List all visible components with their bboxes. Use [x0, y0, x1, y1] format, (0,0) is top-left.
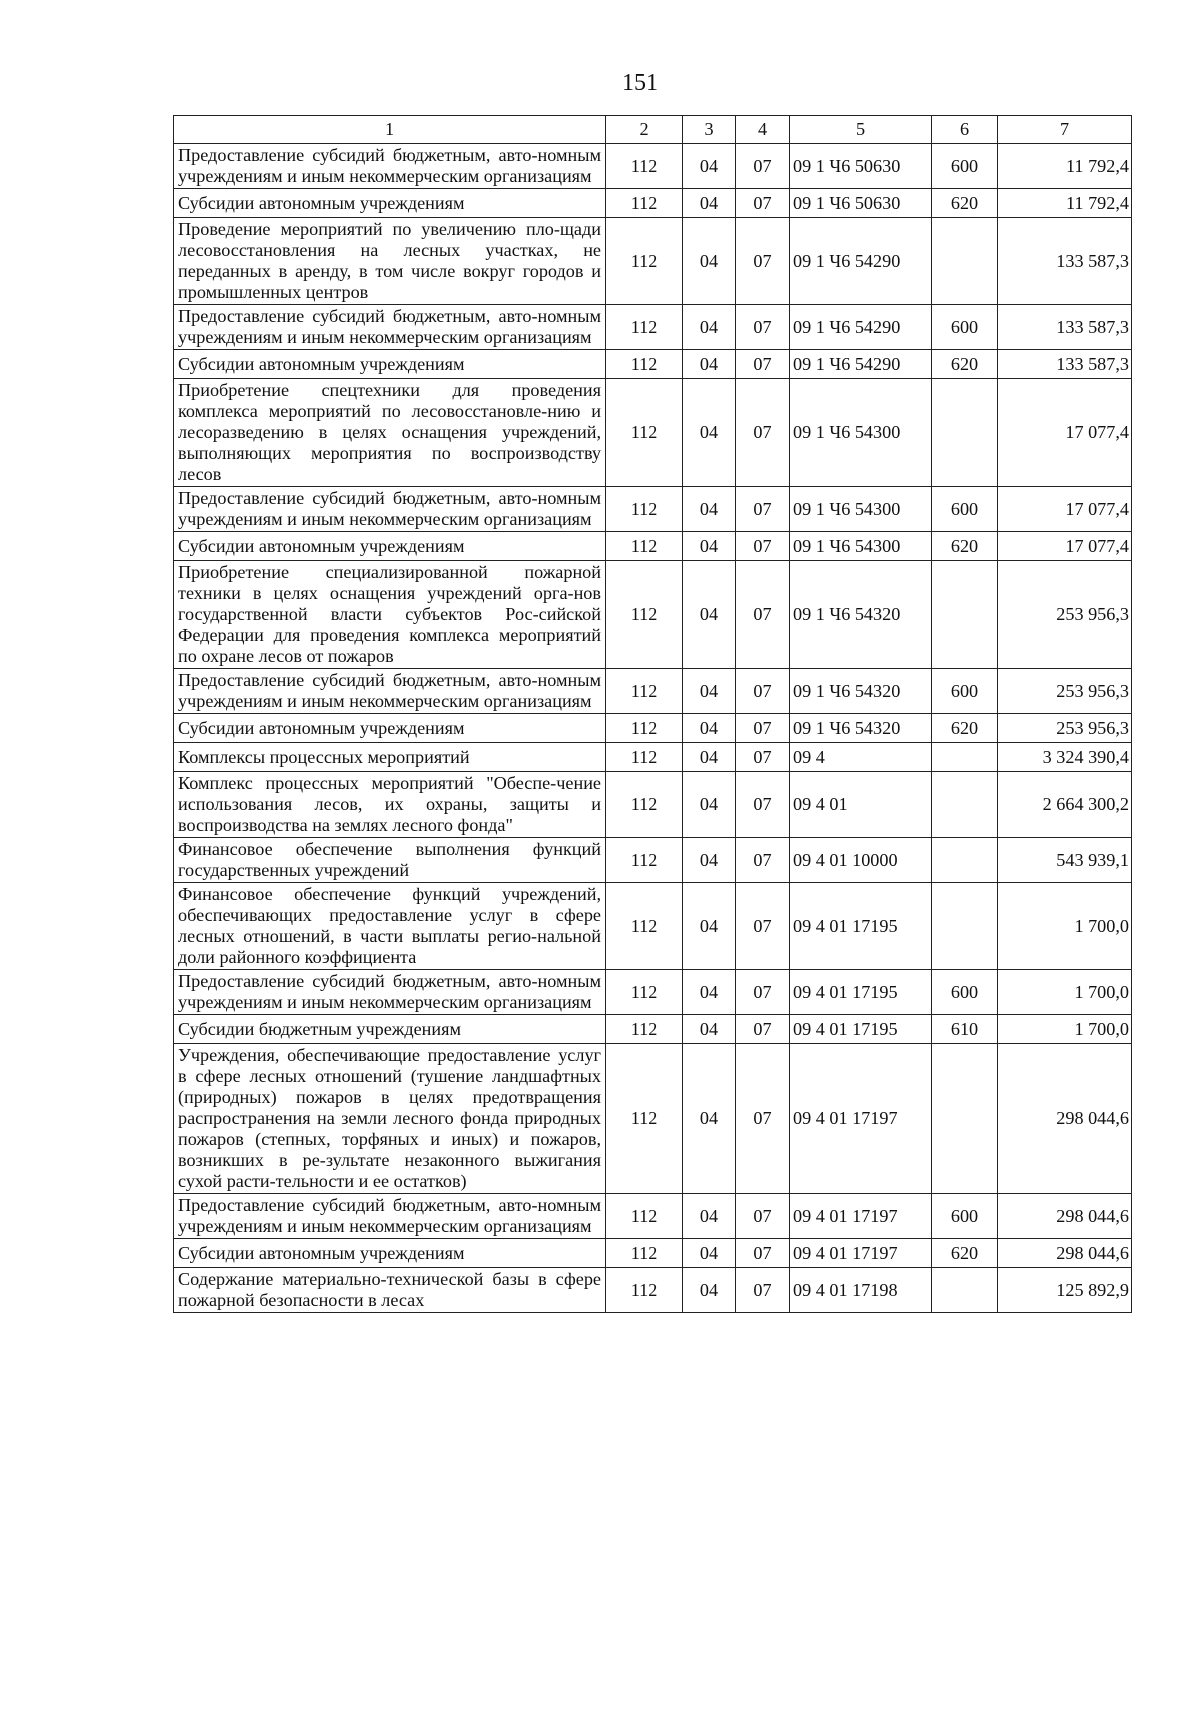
row-amount-cell: 11 792,4: [998, 189, 1132, 218]
row-vr-cell: 620: [932, 350, 998, 379]
row-vr-cell: 600: [932, 487, 998, 532]
row-vr-cell: 600: [932, 144, 998, 189]
table-row: [174, 743, 1132, 772]
row-rz-cell: 04: [683, 144, 736, 189]
row-rz-cell: 04: [683, 305, 736, 350]
row-amount-cell: 298 044,6: [998, 1239, 1132, 1268]
table-row: [174, 1015, 1132, 1044]
row-vr-cell: 620: [932, 189, 998, 218]
row-name-cell: Субсидии автономным учреждениям: [174, 350, 606, 379]
header-cell-1: 1: [174, 116, 606, 144]
row-pr-cell: 07: [736, 189, 790, 218]
row-pr-cell: 07: [736, 1239, 790, 1268]
table-row: [174, 714, 1132, 743]
table-row: [174, 970, 1132, 1015]
row-vr-cell: [932, 379, 998, 487]
row-rz-cell: 04: [683, 970, 736, 1015]
row-gr-cell: 112: [606, 487, 683, 532]
row-vr-cell: [932, 883, 998, 970]
row-gr-cell: 112: [606, 305, 683, 350]
row-pr-cell: 07: [736, 350, 790, 379]
row-name-cell: Финансовое обеспечение функций учреждений, обеспечивающих предоставление услуг в сфере лесных отношений, в части выплаты регио-нальной доли районного коэффициента: [174, 883, 606, 970]
table-row: [174, 532, 1132, 561]
row-csr-cell: 09 1 Ч6 54290: [790, 218, 932, 305]
row-name-cell: Учреждения, обеспечивающие предоставление услуг в сфере лесных отношений (тушение ландшафтных (природных) пожаров в целях предотвращения распространения на земли лесного фонда природных пожаров (степных, торфяных и иных) и пожаров, возникших в ре-зультате незаконного выжигания сухой расти-тельности и ее остатков): [174, 1044, 606, 1194]
table-row: [174, 487, 1132, 532]
row-amount-cell: 253 956,3: [998, 561, 1132, 669]
row-gr-cell: 112: [606, 532, 683, 561]
row-pr-cell: 07: [736, 532, 790, 561]
row-pr-cell: 07: [736, 714, 790, 743]
table-body: [174, 144, 1132, 1313]
row-gr-cell: 112: [606, 772, 683, 838]
row-vr-cell: [932, 218, 998, 305]
table-row: [174, 379, 1132, 487]
header-cell-6: 6: [932, 116, 998, 144]
row-gr-cell: 112: [606, 1044, 683, 1194]
row-name-cell: Субсидии автономным учреждениям: [174, 532, 606, 561]
row-amount-cell: 298 044,6: [998, 1194, 1132, 1239]
row-gr-cell: 112: [606, 1239, 683, 1268]
row-gr-cell: 112: [606, 561, 683, 669]
table-row: [174, 1194, 1132, 1239]
row-csr-cell: 09 4 01 17197: [790, 1239, 932, 1268]
row-gr-cell: 112: [606, 714, 683, 743]
row-amount-cell: 133 587,3: [998, 305, 1132, 350]
row-rz-cell: 04: [683, 350, 736, 379]
row-vr-cell: [932, 772, 998, 838]
row-name-cell: Приобретение специализированной пожарной техники в целях оснащения учреждений орга-нов государственной власти субъектов Рос-сийской Федерации для проведения комплекса мероприятий по охране лесов от пожаров: [174, 561, 606, 669]
row-name-cell: Предоставление субсидий бюджетным, авто-номным учреждениям и иным некоммерческим организациям: [174, 970, 606, 1015]
row-gr-cell: 112: [606, 1015, 683, 1044]
row-vr-cell: 610: [932, 1015, 998, 1044]
row-vr-cell: [932, 561, 998, 669]
row-name-cell: Предоставление субсидий бюджетным, авто-номным учреждениям и иным некоммерческим организациям: [174, 1194, 606, 1239]
budget-table-container: [173, 115, 1131, 1313]
row-csr-cell: 09 4 01 17195: [790, 970, 932, 1015]
row-csr-cell: 09 4 01 17197: [790, 1044, 932, 1194]
row-csr-cell: 09 4 01 17195: [790, 883, 932, 970]
row-name-cell: Предоставление субсидий бюджетным, авто-номным учреждениям и иным некоммерческим организациям: [174, 144, 606, 189]
row-gr-cell: 112: [606, 1194, 683, 1239]
row-amount-cell: 2 664 300,2: [998, 772, 1132, 838]
row-pr-cell: 07: [736, 1015, 790, 1044]
table-row: [174, 561, 1132, 669]
row-csr-cell: 09 1 Ч6 50630: [790, 144, 932, 189]
row-name-cell: Содержание материально-технической базы в сфере пожарной безопасности в лесах: [174, 1268, 606, 1313]
row-name-cell: Предоставление субсидий бюджетным, авто-номным учреждениям и иным некоммерческим организациям: [174, 487, 606, 532]
table-row: [174, 189, 1132, 218]
row-amount-cell: 3 324 390,4: [998, 743, 1132, 772]
row-csr-cell: 09 1 Ч6 54300: [790, 379, 932, 487]
row-amount-cell: 1 700,0: [998, 883, 1132, 970]
row-rz-cell: 04: [683, 189, 736, 218]
row-gr-cell: 112: [606, 1268, 683, 1313]
row-rz-cell: 04: [683, 743, 736, 772]
row-csr-cell: 09 4 01: [790, 772, 932, 838]
row-amount-cell: 298 044,6: [998, 1044, 1132, 1194]
table-header-row: [174, 116, 1132, 144]
row-rz-cell: 04: [683, 218, 736, 305]
row-pr-cell: 07: [736, 669, 790, 714]
table-row: [174, 1268, 1132, 1313]
row-name-cell: Проведение мероприятий по увеличению пло-щади лесовосстановления на лесных участках, не переданных в аренду, в том числе вокруг городов и промышленных центров: [174, 218, 606, 305]
table-row: [174, 218, 1132, 305]
row-csr-cell: 09 1 Ч6 54300: [790, 487, 932, 532]
row-amount-cell: 543 939,1: [998, 838, 1132, 883]
row-vr-cell: [932, 1268, 998, 1313]
header-cell-4: 4: [736, 116, 790, 144]
row-pr-cell: 07: [736, 1044, 790, 1194]
table-row: [174, 669, 1132, 714]
row-amount-cell: 133 587,3: [998, 350, 1132, 379]
row-amount-cell: 11 792,4: [998, 144, 1132, 189]
page-number: 151: [622, 70, 658, 96]
header-cell-5: 5: [790, 116, 932, 144]
row-vr-cell: 600: [932, 1194, 998, 1239]
row-csr-cell: 09 4 01 17197: [790, 1194, 932, 1239]
row-vr-cell: 600: [932, 669, 998, 714]
row-gr-cell: 112: [606, 189, 683, 218]
row-rz-cell: 04: [683, 561, 736, 669]
row-pr-cell: 07: [736, 772, 790, 838]
row-pr-cell: 07: [736, 838, 790, 883]
row-rz-cell: 04: [683, 838, 736, 883]
row-pr-cell: 07: [736, 883, 790, 970]
row-name-cell: Предоставление субсидий бюджетным, авто-номным учреждениям и иным некоммерческим организациям: [174, 305, 606, 350]
table-row: [174, 1044, 1132, 1194]
table-row: [174, 838, 1132, 883]
row-vr-cell: 600: [932, 970, 998, 1015]
row-name-cell: Предоставление субсидий бюджетным, авто-номным учреждениям и иным некоммерческим организациям: [174, 669, 606, 714]
row-csr-cell: 09 1 Ч6 54320: [790, 669, 932, 714]
row-vr-cell: [932, 743, 998, 772]
row-csr-cell: 09 1 Ч6 54300: [790, 532, 932, 561]
row-csr-cell: 09 4 01 17198: [790, 1268, 932, 1313]
header-cell-3: 3: [683, 116, 736, 144]
row-rz-cell: 04: [683, 1044, 736, 1194]
row-pr-cell: 07: [736, 305, 790, 350]
row-rz-cell: 04: [683, 883, 736, 970]
row-pr-cell: 07: [736, 1268, 790, 1313]
row-gr-cell: 112: [606, 970, 683, 1015]
row-amount-cell: 1 700,0: [998, 1015, 1132, 1044]
row-name-cell: Субсидии автономным учреждениям: [174, 189, 606, 218]
row-csr-cell: 09 1 Ч6 54320: [790, 714, 932, 743]
row-vr-cell: [932, 1044, 998, 1194]
row-rz-cell: 04: [683, 669, 736, 714]
row-amount-cell: 125 892,9: [998, 1268, 1132, 1313]
row-pr-cell: 07: [736, 487, 790, 532]
header-cell-2: 2: [606, 116, 683, 144]
row-amount-cell: 17 077,4: [998, 379, 1132, 487]
row-pr-cell: 07: [736, 743, 790, 772]
row-rz-cell: 04: [683, 379, 736, 487]
row-rz-cell: 04: [683, 1194, 736, 1239]
row-rz-cell: 04: [683, 1268, 736, 1313]
row-pr-cell: 07: [736, 1194, 790, 1239]
row-pr-cell: 07: [736, 970, 790, 1015]
row-pr-cell: 07: [736, 218, 790, 305]
row-pr-cell: 07: [736, 379, 790, 487]
row-vr-cell: 620: [932, 1239, 998, 1268]
row-amount-cell: 253 956,3: [998, 669, 1132, 714]
row-pr-cell: 07: [736, 561, 790, 669]
row-gr-cell: 112: [606, 379, 683, 487]
row-rz-cell: 04: [683, 772, 736, 838]
row-gr-cell: 112: [606, 218, 683, 305]
row-rz-cell: 04: [683, 714, 736, 743]
row-vr-cell: 620: [932, 532, 998, 561]
table-row: [174, 772, 1132, 838]
table-row: [174, 305, 1132, 350]
row-pr-cell: 07: [736, 144, 790, 189]
header-cell-7: 7: [998, 116, 1132, 144]
row-csr-cell: 09 1 Ч6 50630: [790, 189, 932, 218]
row-amount-cell: 17 077,4: [998, 532, 1132, 561]
table-row: [174, 144, 1132, 189]
row-csr-cell: 09 1 Ч6 54320: [790, 561, 932, 669]
row-csr-cell: 09 1 Ч6 54290: [790, 305, 932, 350]
row-name-cell: Субсидии автономным учреждениям: [174, 1239, 606, 1268]
table-row: [174, 350, 1132, 379]
row-vr-cell: 600: [932, 305, 998, 350]
row-gr-cell: 112: [606, 669, 683, 714]
row-amount-cell: 1 700,0: [998, 970, 1132, 1015]
row-gr-cell: 112: [606, 144, 683, 189]
row-amount-cell: 133 587,3: [998, 218, 1132, 305]
row-csr-cell: 09 1 Ч6 54290: [790, 350, 932, 379]
table-row: [174, 1239, 1132, 1268]
row-gr-cell: 112: [606, 743, 683, 772]
row-gr-cell: 112: [606, 883, 683, 970]
row-name-cell: Приобретение спецтехники для проведения комплекса мероприятий по лесовосстановле-нию и лесоразведению в целях оснащения учреждений, выполняющих мероприятия по воспроизводству лесов: [174, 379, 606, 487]
row-csr-cell: 09 4 01 10000: [790, 838, 932, 883]
row-amount-cell: 17 077,4: [998, 487, 1132, 532]
table-row: [174, 883, 1132, 970]
row-rz-cell: 04: [683, 1015, 736, 1044]
row-gr-cell: 112: [606, 838, 683, 883]
row-rz-cell: 04: [683, 532, 736, 561]
row-csr-cell: 09 4 01 17195: [790, 1015, 932, 1044]
row-name-cell: Комплексы процессных мероприятий: [174, 743, 606, 772]
row-name-cell: Финансовое обеспечение выполнения функций государственных учреждений: [174, 838, 606, 883]
row-rz-cell: 04: [683, 1239, 736, 1268]
row-csr-cell: 09 4: [790, 743, 932, 772]
row-vr-cell: [932, 838, 998, 883]
row-name-cell: Комплекс процессных мероприятий "Обеспе-чение использования лесов, их охраны, защиты и воспроизводства на землях лесного фонда": [174, 772, 606, 838]
row-vr-cell: 620: [932, 714, 998, 743]
row-rz-cell: 04: [683, 487, 736, 532]
row-gr-cell: 112: [606, 350, 683, 379]
budget-table: [173, 115, 1132, 1313]
row-amount-cell: 253 956,3: [998, 714, 1132, 743]
row-name-cell: Субсидии бюджетным учреждениям: [174, 1015, 606, 1044]
row-name-cell: Субсидии автономным учреждениям: [174, 714, 606, 743]
